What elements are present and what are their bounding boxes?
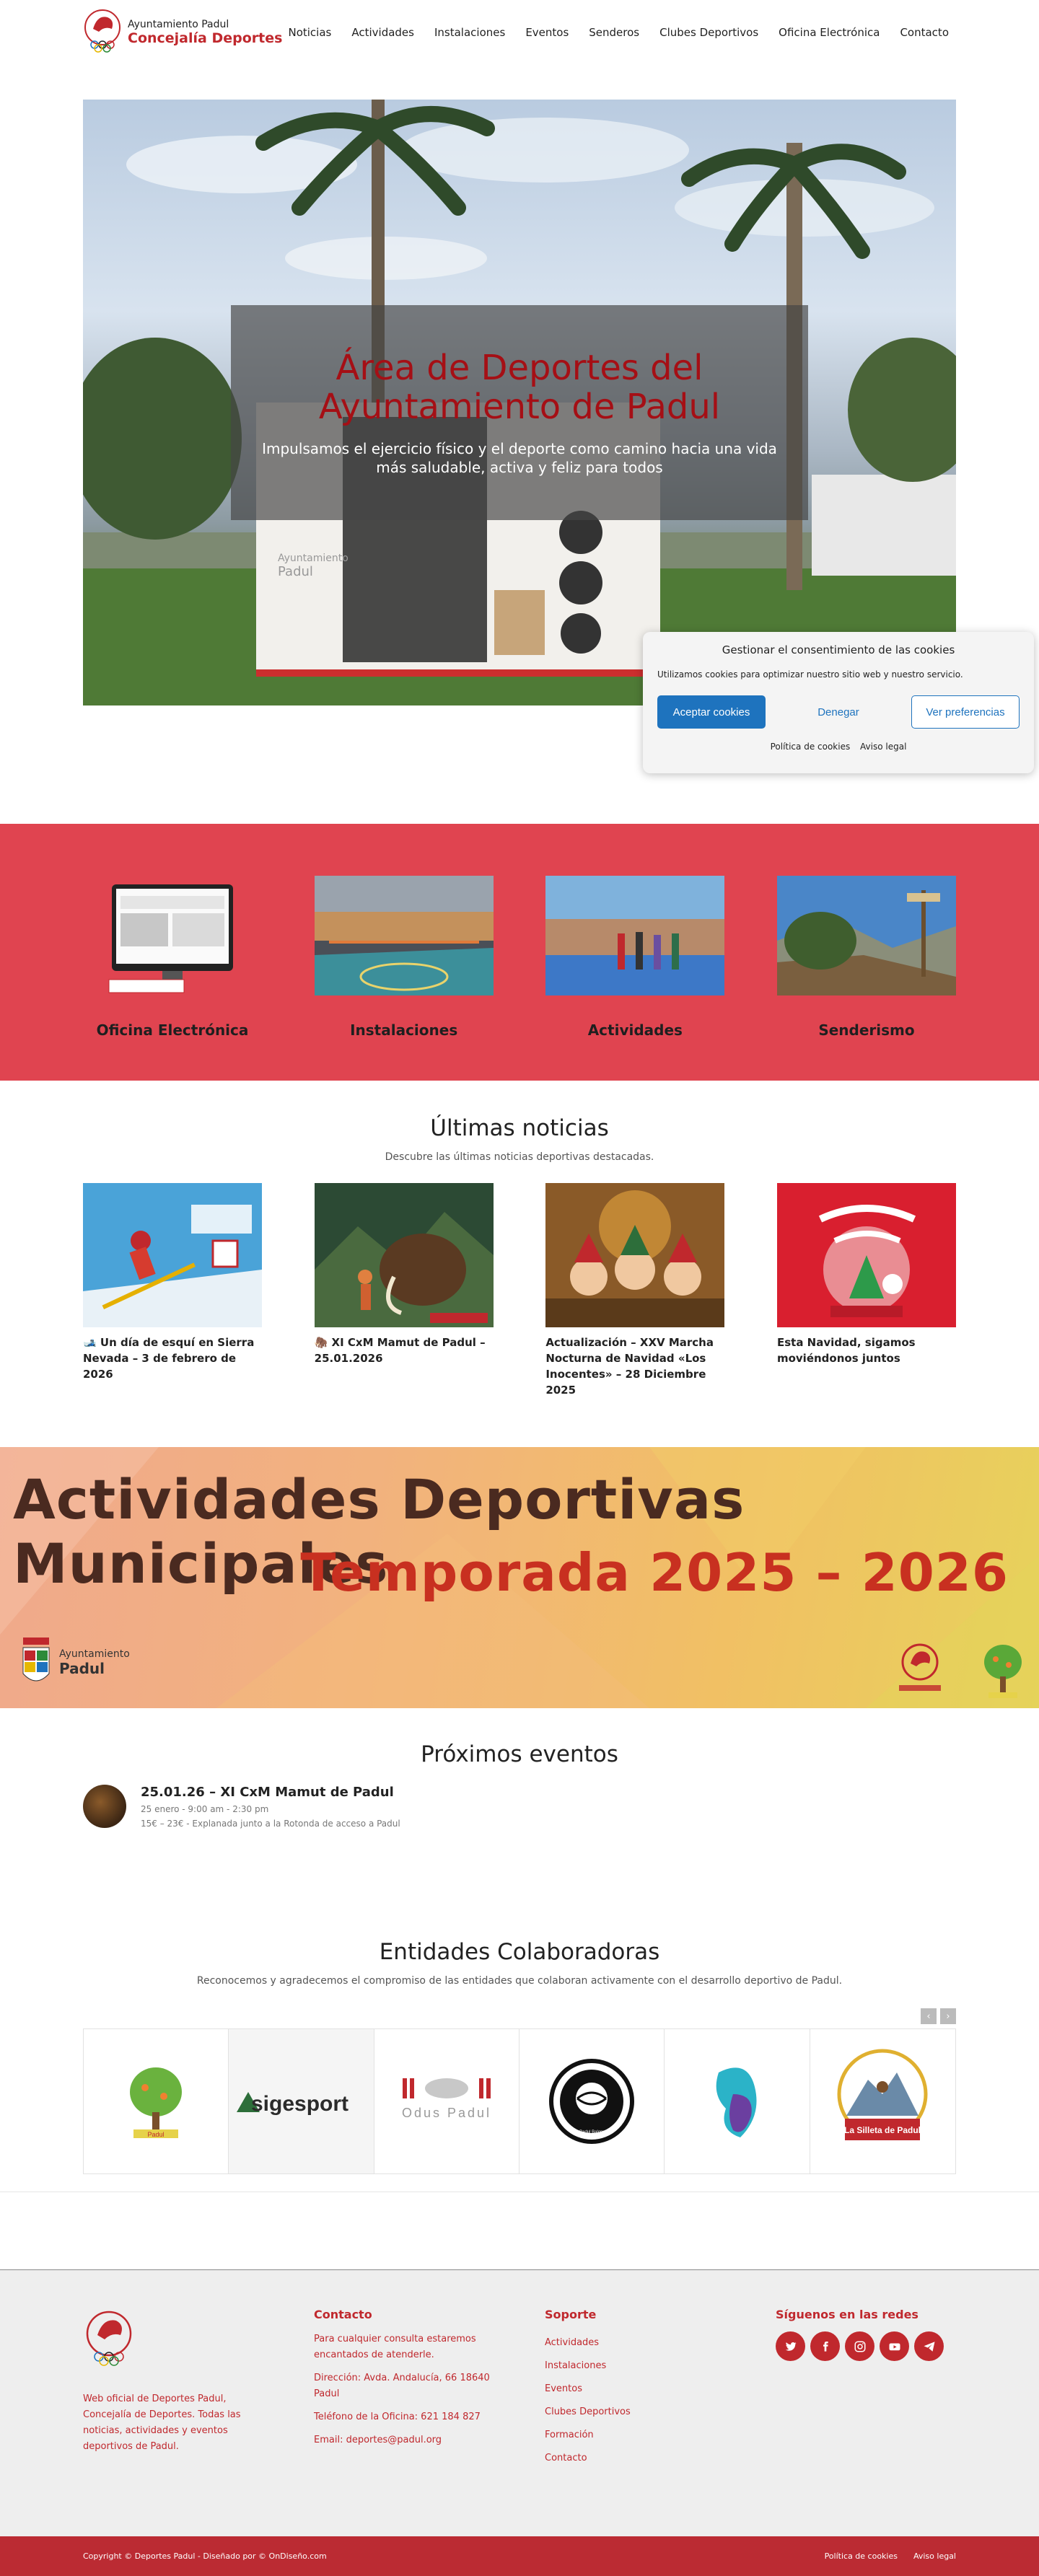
padul-tree-logo-icon (980, 1640, 1026, 1701)
telegram-icon[interactable] (914, 2331, 944, 2361)
quick-link-senderismo[interactable] (777, 876, 956, 1081)
nav-instalaciones[interactable]: Instalaciones (434, 26, 506, 39)
event-item[interactable] (83, 1785, 956, 1829)
nav-contacto[interactable]: Contacto (900, 26, 949, 39)
hero-image (83, 100, 956, 705)
sponsor-logo-odus[interactable] (374, 2029, 520, 2173)
footer-email[interactable]: Email: deportes@padul.org (314, 2435, 442, 2445)
news-image-mamut (315, 1183, 494, 1327)
nav-senderos[interactable]: Senderos (589, 26, 640, 39)
footer-link-eventos[interactable]: Eventos (545, 2383, 582, 2394)
news-title: Últimas noticias (430, 1115, 609, 1141)
news-image-ski (83, 1183, 262, 1327)
hero-title: Área de Deportes del Ayuntamiento de Padul (318, 348, 721, 427)
deny-cookies-button[interactable]: Denegar (784, 695, 893, 729)
balonmano-logo-icon (548, 2058, 635, 2145)
carousel-prev-icon[interactable]: ‹ (921, 2008, 937, 2024)
cookie-legal-link[interactable]: Aviso legal (860, 742, 907, 752)
blue-purple-logo-icon (704, 2058, 769, 2145)
footer-about (83, 2308, 263, 2536)
instalaciones-image (315, 876, 494, 995)
news-section (0, 1081, 1039, 1447)
events-title: Próximos eventos (421, 1741, 618, 1767)
news-item-title[interactable]: Actualización – XXV Marcha Nocturna de Navidad «Los Inocentes» – 28 Diciembre 2025 (545, 1336, 714, 1397)
news-image-feliz-navidad (777, 1183, 956, 1327)
sponsor-logo-silleta[interactable] (810, 2029, 955, 2173)
footer-link-formacion[interactable]: Formación (545, 2430, 594, 2440)
news-image-navidad-marcha (545, 1183, 724, 1327)
banner-ayuntamiento-logo (19, 1630, 130, 1695)
sponsor-carousel (83, 2028, 956, 2174)
concejalia-logo-icon (83, 7, 122, 58)
news-subtitle: Descubre las últimas noticias deportivas destacadas. (385, 1151, 654, 1163)
sigesport-logo-icon (232, 2083, 369, 2119)
carousel-next-icon[interactable]: › (940, 2008, 956, 2024)
quick-links-band (0, 824, 1039, 1081)
odus-padul-logo-icon (385, 2072, 508, 2130)
footer-link-clubes[interactable]: Clubes Deportivos (545, 2406, 631, 2417)
events-section (0, 1708, 1039, 1932)
hero-overlay (231, 305, 808, 520)
quick-link-instalaciones-title: Instalaciones (350, 1021, 458, 1039)
banner-season: Temporada 2025 – 2026 (300, 1542, 1009, 1603)
footer-contact (314, 2308, 494, 2536)
la-silleta-logo-icon (832, 2044, 933, 2159)
quick-link-oficina[interactable] (83, 876, 262, 1081)
sponsor-logo-text: Odus Padul (401, 2106, 491, 2120)
facebook-icon[interactable] (810, 2331, 840, 2361)
footer-link-instalaciones[interactable]: Instalaciones (545, 2360, 607, 2371)
padul-tree-logo-icon (123, 2062, 188, 2141)
sponsor-logo-text: sigesport (251, 2092, 349, 2116)
nav-clubes[interactable]: Clubes Deportivos (659, 26, 759, 39)
footer-logo-icon (83, 2308, 135, 2373)
event-title[interactable]: 25.01.26 – XI CxM Mamut de Padul (141, 1785, 394, 1800)
accept-cookies-button[interactable]: Aceptar cookies (657, 695, 766, 729)
main-nav (288, 26, 949, 39)
concejalia-badge-icon (895, 1640, 945, 1698)
site-footer (0, 2269, 1039, 2536)
twitter-icon[interactable] (776, 2331, 805, 2361)
footer-about-text: Web oficial de Deportes Padul, Concejalía de Deportes. Todas las noticias, actividades y eventos deportivos de Padul. (83, 2393, 241, 2452)
footer-bottom-bar (0, 2536, 1039, 2576)
activities-illustration (545, 876, 724, 995)
monitor-illustration (83, 876, 262, 995)
news-item-title[interactable]: 🎿 Un día de esquí en Sierra Nevada – 3 de febrero de 2026 (83, 1336, 255, 1381)
logo-line1: Ayuntamiento Padul (128, 19, 229, 30)
quick-link-actividades-title: Actividades (587, 1021, 683, 1039)
nav-oficina[interactable]: Oficina Electrónica (779, 26, 880, 39)
sponsor-logo-text: C.D. Padul Balonmano (569, 2130, 614, 2135)
quick-link-instalaciones[interactable] (315, 876, 494, 1081)
logo-line2: Concejalía Deportes (128, 30, 283, 46)
site-header (0, 0, 1039, 65)
instagram-icon[interactable] (845, 2331, 874, 2361)
hero-subtitle: Impulsamos el ejercicio físico y el deporte como camino hacia una vida más saludable, activa y feliz para todos (262, 440, 777, 476)
nav-noticias[interactable]: Noticias (288, 26, 332, 39)
event-place: 15€ – 23€ - Explanada junto a la Rotonda de acceso a Padul (141, 1819, 400, 1829)
cookie-consent-dialog (643, 632, 1034, 773)
footer-support (545, 2308, 725, 2536)
cookie-text: Utilizamos cookies para optimizar nuestro sitio web y nuestro servicio. (657, 669, 963, 680)
cookie-policy-link[interactable]: Política de cookies (770, 742, 851, 752)
footer-phone[interactable]: Teléfono de la Oficina: 621 184 827 (314, 2412, 481, 2422)
footer-support-title: Soporte (545, 2308, 597, 2321)
youtube-icon[interactable] (880, 2331, 909, 2361)
sponsors-section (0, 1932, 1039, 2192)
site-logo[interactable] (83, 7, 282, 58)
footer-social-title: Síguenos en las redes (776, 2308, 919, 2321)
cookie-title: Gestionar el consentimiento de las cookies (722, 643, 955, 656)
bottom-link-cookies[interactable]: Política de cookies (824, 2551, 898, 2561)
quick-link-oficina-title: Oficina Electrónica (96, 1021, 249, 1039)
sponsor-logo-padul[interactable] (84, 2029, 229, 2173)
footer-contact-text: Para cualquier consulta estaremos encantados de atenderle. (314, 2334, 476, 2360)
sponsor-logo-sigesport[interactable] (229, 2029, 374, 2173)
footer-contact-title: Contacto (314, 2308, 372, 2321)
footer-link-actividades[interactable]: Actividades (545, 2337, 600, 2348)
event-date: 25 enero - 9:00 am - 2:30 pm (141, 1804, 269, 1814)
sponsors-title: Entidades Colaboradoras (379, 1939, 660, 1965)
footer-link-contacto[interactable]: Contacto (545, 2453, 587, 2463)
banner-title: Actividades Deportivas Municipales (13, 1467, 745, 1596)
actividades-image (545, 876, 724, 995)
senderismo-image (777, 876, 956, 995)
news-item[interactable] (545, 1183, 724, 1398)
event-thumbnail (83, 1785, 126, 1828)
svg-text:Padul: Padul (278, 564, 313, 579)
footer-social (776, 2308, 956, 2536)
news-item[interactable] (315, 1183, 494, 1398)
copyright-text: Copyright © Deportes Padul - Diseñado por © OnDiseño.com (83, 2551, 327, 2561)
banner-logo-big: Padul (59, 1660, 105, 1677)
sponsor-logo-balonmano[interactable] (520, 2029, 665, 2173)
quick-link-actividades[interactable] (545, 876, 724, 1081)
sponsor-logo-abstract[interactable] (665, 2029, 810, 2173)
bottom-link-legal[interactable]: Aviso legal (913, 2551, 956, 2561)
svg-text:Ayuntamiento: Ayuntamiento (278, 553, 348, 564)
oficina-electronica-image (83, 876, 262, 995)
section-divider (0, 2192, 1039, 2269)
nav-eventos[interactable]: Eventos (525, 26, 569, 39)
sponsor-logo-text: Padul (147, 2131, 165, 2138)
nav-actividades[interactable]: Actividades (351, 26, 414, 39)
news-item[interactable] (777, 1183, 956, 1398)
banner-logo-small: Ayuntamiento (59, 1648, 130, 1660)
news-item[interactable] (83, 1183, 262, 1398)
quick-link-senderismo-title: Senderismo (818, 1021, 915, 1039)
sports-hall-illustration (315, 876, 494, 995)
news-item-title[interactable]: 🦣 XI CxM Mamut de Padul – 25.01.2026 (314, 1336, 486, 1365)
padul-coat-of-arms-icon (19, 1630, 53, 1695)
news-item-title[interactable]: Esta Navidad, sigamos moviéndonos juntos (776, 1336, 916, 1365)
footer-address: Dirección: Avda. Andalucía, 66 18640 Padul (314, 2373, 490, 2399)
trail-illustration (777, 876, 956, 995)
season-banner[interactable] (0, 1447, 1039, 1708)
sponsors-subtitle: Reconocemos y agradecemos el compromiso de las entidades que colaboran activamente con el desarrollo deportivo de Padul. (196, 1975, 843, 1987)
cookie-preferences-button[interactable]: Ver preferencias (911, 695, 1020, 729)
sponsor-logo-text: La Silleta de Padul (844, 2125, 921, 2135)
